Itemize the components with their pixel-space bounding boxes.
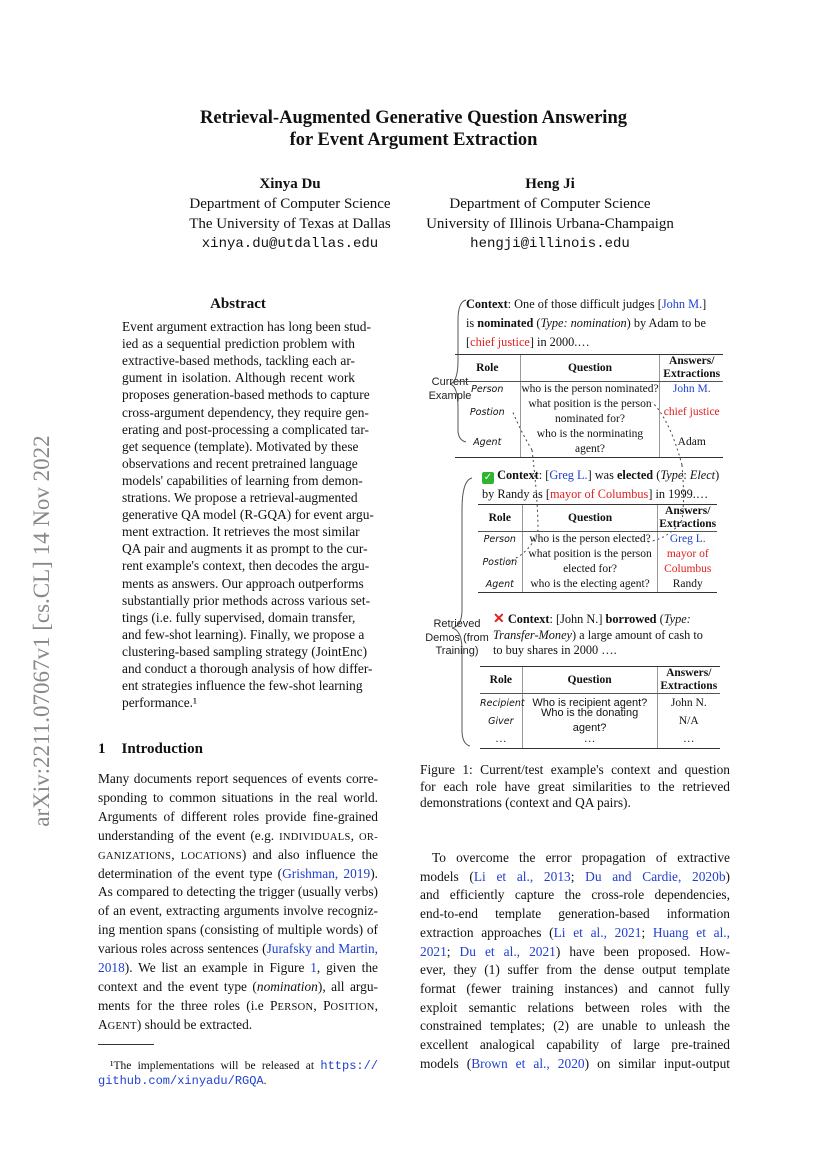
text-line	[98, 922, 378, 938]
citation-link[interactable]: 1	[310, 960, 317, 975]
context-text: (	[653, 468, 661, 482]
text: various roles across sentences (	[98, 941, 267, 957]
author-name: Xinya Du	[259, 176, 321, 192]
text-line	[98, 903, 378, 919]
text: for each role have great similarities to the retrieved	[420, 778, 730, 794]
author-name: Heng Ji	[525, 176, 575, 192]
text: ¹The implementations will be released at	[110, 1060, 321, 1072]
author-dept: Department of Computer Science	[189, 196, 391, 212]
context-text: ) by Adam to be	[626, 316, 706, 330]
label-line: Current	[431, 376, 469, 388]
text-line	[98, 979, 378, 995]
text: As compared to detecting the trigger (usually verbs)	[98, 884, 378, 900]
small-caps-text: INDIVIDUALS	[279, 831, 351, 843]
text: get sequence (template). Motivated by these	[122, 438, 359, 454]
answer-cell: N/A	[678, 714, 699, 727]
retrieved-context-positive	[482, 466, 719, 504]
text-line	[122, 643, 368, 660]
text-line	[122, 507, 374, 523]
label-line: Example	[428, 389, 472, 402]
question-cell: Who is the donating agent?	[523, 712, 658, 730]
text-line	[420, 869, 730, 885]
check-icon: ✓	[483, 472, 493, 483]
text: ;	[570, 868, 586, 884]
question-cell: who is the person nominated?	[521, 383, 659, 395]
question-cell: …	[523, 730, 658, 748]
header-answers	[658, 667, 720, 693]
role-cell: Giver	[480, 712, 523, 730]
small-caps-text: ERSON	[277, 1001, 314, 1013]
section-heading	[98, 741, 203, 758]
label-retrieved-demos	[422, 618, 492, 659]
label-line: Retrieved	[433, 618, 481, 630]
text: ;	[446, 943, 460, 959]
citation-link[interactable]: Grishman, 2019	[282, 865, 371, 881]
italic-text: nomination	[256, 978, 318, 994]
citation-link[interactable]: Du et al., 2021	[459, 943, 556, 959]
context-text: (	[533, 316, 541, 330]
text-line	[98, 828, 378, 846]
text-line	[98, 847, 378, 865]
text: gument in isolation. Although recent work	[122, 370, 355, 386]
text: determination of the event type (	[98, 865, 283, 881]
context-text: :	[683, 468, 690, 482]
text: ) have been proposed. How-	[555, 943, 730, 959]
text-line	[122, 353, 355, 369]
text-line	[122, 336, 355, 352]
footnote-rule	[98, 1044, 154, 1045]
small-caps-text: GANIZATIONS	[98, 850, 172, 862]
trigger-word: borrowed	[605, 612, 657, 626]
table-row	[478, 577, 717, 592]
answer-cell: chief justice	[663, 405, 720, 418]
retrieved-qa-table-positive	[478, 504, 717, 593]
text-line	[420, 795, 730, 811]
text: strations. We propose a retrieval-augmented	[122, 490, 358, 505]
small-caps-text: OSITION	[330, 1001, 375, 1013]
text: ,	[171, 846, 181, 862]
text-line	[122, 558, 370, 574]
text-line	[98, 790, 378, 806]
event-type: Type:	[663, 612, 691, 626]
text-line	[122, 404, 369, 421]
table-row	[480, 707, 720, 734]
url-link[interactable]: https://	[320, 1059, 378, 1073]
question-text: elected for?	[563, 563, 618, 575]
text-line	[420, 925, 730, 941]
table-row	[478, 547, 717, 577]
question-cell	[523, 547, 659, 577]
header-question: Question	[523, 505, 659, 531]
text: ever, they (1) suffer from the dense output template	[420, 962, 730, 978]
context-text: is	[466, 316, 478, 330]
context-label: Context	[497, 468, 539, 482]
arxiv-stamp: arXiv:2211.07067v1 [cs.CL] 14 Nov 2022	[29, 435, 54, 827]
table-header	[455, 355, 723, 382]
author-email[interactable]: xinya.du@utdallas.edu	[201, 236, 379, 252]
text: Event argument extraction has long been stud-	[122, 319, 371, 334]
role-cell: …	[480, 730, 523, 748]
text: ). We list an example in Figure	[124, 960, 311, 975]
text: Many documents report sequences of events corre-	[98, 771, 378, 786]
header-answers	[660, 355, 723, 381]
text-line	[98, 960, 378, 976]
url-link[interactable]: github.com/xinyadu/RGQA	[98, 1074, 264, 1088]
text-line	[420, 1037, 730, 1053]
argument-position: chief justice	[470, 335, 530, 349]
text: demonstrations (context and QA pairs).	[420, 795, 631, 810]
context-text: (	[656, 612, 664, 626]
text-line	[122, 421, 369, 438]
text: models' capabilities of learning from demon-	[122, 472, 363, 488]
text-line	[122, 661, 373, 677]
citation-link[interactable]: 2021	[420, 943, 447, 959]
text: understanding of the event (e.g.	[98, 827, 280, 843]
text: constrained templates; (2) are unable to unleash the	[420, 1018, 730, 1034]
context-text: ) a large amount of cash to	[572, 627, 703, 642]
answer-cell: Adam	[677, 435, 706, 448]
header-answers	[658, 505, 717, 531]
text: generative QA model (R-GQA) for event argu-	[122, 507, 374, 523]
table-header	[480, 667, 720, 694]
question-text: what position is the person	[528, 548, 652, 560]
label-line: Demos (from	[425, 631, 489, 644]
context-text: : [	[538, 468, 550, 482]
text: sponding to common situations in the real world.	[98, 789, 378, 805]
question-cell: who is the person elected?	[523, 532, 659, 547]
author-inst: The University of Texas at Dallas	[189, 216, 391, 232]
text: models (	[420, 868, 474, 884]
text: substantially prior methods across various set-	[122, 592, 371, 608]
text: extractive-based methods, tackling each ar-	[122, 353, 355, 369]
header-text: Extractions	[660, 680, 718, 692]
role-cell: Postion	[455, 397, 521, 427]
text: ent strategies influence the few-shot learning	[122, 678, 363, 694]
text: ) should be extracted.	[136, 1016, 253, 1032]
text: format (fewer training instances) and cannot fully	[420, 980, 730, 996]
text: ments for the three roles (i.e P	[98, 997, 278, 1013]
text-line	[432, 850, 730, 866]
header-text: Answers/	[666, 667, 712, 679]
text: ment extraction. It retrieves the most similar	[122, 524, 360, 540]
text-line	[122, 678, 363, 694]
text: end-to-end template generation-based information	[420, 906, 730, 922]
label-line: Training)	[435, 645, 479, 657]
text-line	[98, 941, 378, 957]
text-line	[98, 1073, 378, 1089]
text: .	[263, 1075, 267, 1087]
question-cell: who is the electing agent?	[523, 577, 659, 592]
citation-link[interactable]: Du and Cardie, 2020b	[585, 868, 726, 884]
text: clustering-based sampling strategy (JointEnc)	[122, 643, 368, 659]
text-line	[122, 370, 355, 386]
text: ) on similar input-output	[584, 1055, 730, 1071]
text-line	[122, 575, 364, 592]
text-line	[122, 319, 371, 335]
context-text: )	[715, 468, 720, 482]
citation-link[interactable]: Li et al., 2013	[473, 868, 571, 884]
header-question: Question	[521, 355, 661, 381]
citation-link[interactable]: Jurafsky and Martin,	[266, 941, 378, 957]
header-question: Question	[523, 667, 658, 693]
question-text: what position is the person	[528, 398, 652, 410]
context-text: ] in 1999.…	[648, 487, 709, 501]
citation-link[interactable]: Li et al., 2021	[553, 924, 642, 940]
answer-cell: John M.	[672, 383, 711, 395]
text-line	[420, 906, 730, 922]
text-line	[122, 524, 360, 540]
text: models (	[420, 1055, 472, 1071]
text: QA pair and augments it as prompt to the cur-	[122, 541, 368, 557]
text: , given the	[316, 960, 378, 975]
answer-cell: Greg L.	[669, 533, 706, 545]
text: To overcome the error propagation of extractive	[432, 850, 730, 865]
text-line	[420, 779, 730, 795]
context-text: ] in 2000.…	[529, 335, 590, 349]
text: ), all argu-	[317, 978, 378, 994]
small-caps-text: LOCATIONS	[180, 850, 242, 862]
context-text: to buy shares in 2000 ….	[493, 643, 617, 657]
text: excellent analogical capability of large pre-trained	[420, 1037, 730, 1052]
author-inst: University of Illinois Urbana-Champaign	[426, 216, 674, 232]
abstract-heading: Abstract	[210, 296, 266, 312]
text: and efficiently capture the cross-role dependencies,	[420, 887, 730, 903]
question-cell	[521, 397, 661, 427]
text: A	[98, 1016, 108, 1032]
context-text: : [John N.]	[549, 612, 606, 626]
section-title: Introduction	[121, 741, 203, 757]
text-line	[98, 1017, 378, 1035]
table-row	[455, 427, 723, 457]
current-context: Context: One of those difficult judges [John M.] is nominated (Type: nomination) by Adam to be [chief justice] in 2000.…	[466, 297, 707, 349]
table-row	[455, 397, 723, 427]
text-line	[420, 762, 730, 778]
argument-person: John M.	[661, 297, 703, 311]
argument-person: Greg L.	[549, 468, 588, 482]
text-line	[98, 866, 378, 882]
citation-link[interactable]: 2018	[98, 960, 125, 975]
text-line	[420, 887, 730, 903]
text: rent example's context, then decodes the argu-	[122, 558, 370, 574]
role-cell: Agent	[478, 577, 523, 592]
role-cell: Agent	[455, 427, 521, 457]
header-role: Role	[480, 667, 523, 693]
context-label: Context	[507, 612, 550, 626]
question-cell: who is the norminating agent?	[521, 427, 661, 457]
answer-cell: …	[683, 732, 695, 745]
brace-retrieved	[452, 478, 472, 746]
text: ).	[370, 865, 378, 881]
text-line	[420, 962, 730, 978]
text: of an event, extracting arguments involve recogniz-	[98, 903, 378, 919]
cross-icon: ✕	[493, 612, 505, 627]
trigger-word: nominated	[477, 316, 534, 330]
text: erating and post-processing a complicated tar-	[122, 421, 369, 437]
event-type: Type	[660, 468, 684, 482]
citation-link[interactable]: Huang et al.,	[652, 924, 730, 940]
header-role: Role	[478, 505, 523, 531]
text: )	[725, 868, 730, 884]
current-qa-table	[455, 354, 723, 458]
answer-cell: John N.	[670, 696, 707, 709]
author-2	[400, 174, 700, 254]
text-line	[98, 998, 378, 1016]
text: performance.¹	[122, 695, 198, 711]
header-role: Role	[455, 355, 521, 381]
text-line	[122, 472, 363, 489]
text-line	[98, 884, 378, 900]
retrieved-context-negative	[493, 612, 703, 659]
text: ;	[641, 924, 653, 940]
argument-position: mayor of Columbus	[549, 487, 649, 501]
text-line	[122, 455, 358, 472]
text: Figure 1: Current/test example's context and question	[420, 762, 730, 777]
role-cell: Recipient	[480, 694, 523, 712]
text-line	[420, 1056, 730, 1072]
text-line	[420, 1018, 730, 1034]
header-text: Extractions	[663, 368, 721, 380]
table-row	[455, 382, 723, 397]
text: extraction approaches (	[420, 924, 554, 940]
text-line	[122, 592, 371, 609]
text: observations and recent pretrained language	[122, 455, 358, 471]
author-1	[140, 174, 440, 254]
paper-title-line-1: Retrieval-Augmented Generative Question Answering	[200, 108, 627, 128]
text-line	[122, 387, 370, 403]
text-line	[420, 981, 730, 997]
text: and few-shot learning). Finally, we propose a	[122, 626, 365, 642]
answer-text: mayor of	[666, 548, 709, 560]
role-cell: Person	[478, 532, 523, 547]
small-caps-text: GENT	[107, 1020, 137, 1032]
answer-text: Columbus	[664, 563, 712, 575]
text: ied as a sequential prediction problem with	[122, 336, 355, 352]
retrieved-qa-table-negative	[480, 666, 720, 749]
text: ments as answers. Our approach outperforms	[122, 575, 364, 591]
header-text: Answers/	[669, 355, 715, 367]
answer-cell: Randy	[672, 578, 703, 590]
text: exploit semantic relations between roles with the	[420, 999, 730, 1015]
paper-title-line-2: for Event Argument Extraction	[289, 130, 538, 150]
figure-1	[420, 290, 735, 750]
section-number: 1	[98, 741, 106, 757]
text-line	[98, 771, 378, 787]
header-text: Extractions	[659, 518, 717, 530]
text-line	[420, 944, 730, 960]
event-type: Transfer-Money	[493, 627, 572, 642]
event-type: Type: nomination	[540, 316, 627, 330]
text-line	[110, 1058, 378, 1074]
text: cross-argument dependency, they require gen-	[122, 404, 369, 420]
header-text: Answers/	[665, 505, 711, 517]
table-row	[478, 532, 717, 547]
small-caps-text: OR-	[359, 831, 378, 843]
text: proposes generation-based methods to capture	[122, 387, 370, 403]
table-header	[478, 505, 717, 532]
context-label: Context	[466, 297, 508, 311]
context-text: One of those difficult judges [	[514, 297, 662, 311]
context-text: [	[466, 335, 471, 349]
author-email[interactable]: hengji@illinois.edu	[470, 236, 630, 252]
text-line	[122, 541, 368, 557]
context-text: ]	[702, 297, 707, 311]
text-line	[122, 610, 355, 626]
text-line	[122, 438, 359, 455]
text: context and the event type (	[98, 978, 257, 994]
answer-cell	[658, 547, 717, 577]
text-line	[122, 695, 355, 711]
text-line	[122, 626, 365, 643]
text: ,	[350, 827, 360, 843]
event-type: Elect	[689, 468, 716, 482]
question-text: nominated for?	[555, 413, 625, 425]
text-line	[122, 490, 358, 506]
role-cell: Person	[455, 382, 521, 397]
text: ) and also influence the	[241, 846, 378, 862]
text: and conduct a thorough analysis of how differ-	[122, 661, 373, 676]
text: ing mention spans (consisting of multiple words) of	[98, 922, 378, 938]
text: , P	[313, 997, 331, 1013]
text: Arguments of different roles provide fine-grained	[98, 808, 378, 824]
context-text: ] was	[587, 468, 617, 482]
citation-link[interactable]: Brown et al., 2020	[471, 1055, 585, 1071]
context-text: by Randy as [	[482, 487, 550, 501]
trigger-word: elected	[616, 468, 654, 482]
author-dept: Department of Computer Science	[449, 196, 651, 212]
question-cell: Who is recipient agent?	[523, 694, 658, 712]
table-row	[480, 730, 720, 748]
text: tings (i.e. fully supervised, domain transfer,	[122, 609, 356, 625]
role-cell: Postion	[478, 547, 523, 577]
text-line	[98, 809, 378, 825]
text-line	[420, 1000, 730, 1016]
text: ,	[374, 997, 378, 1013]
